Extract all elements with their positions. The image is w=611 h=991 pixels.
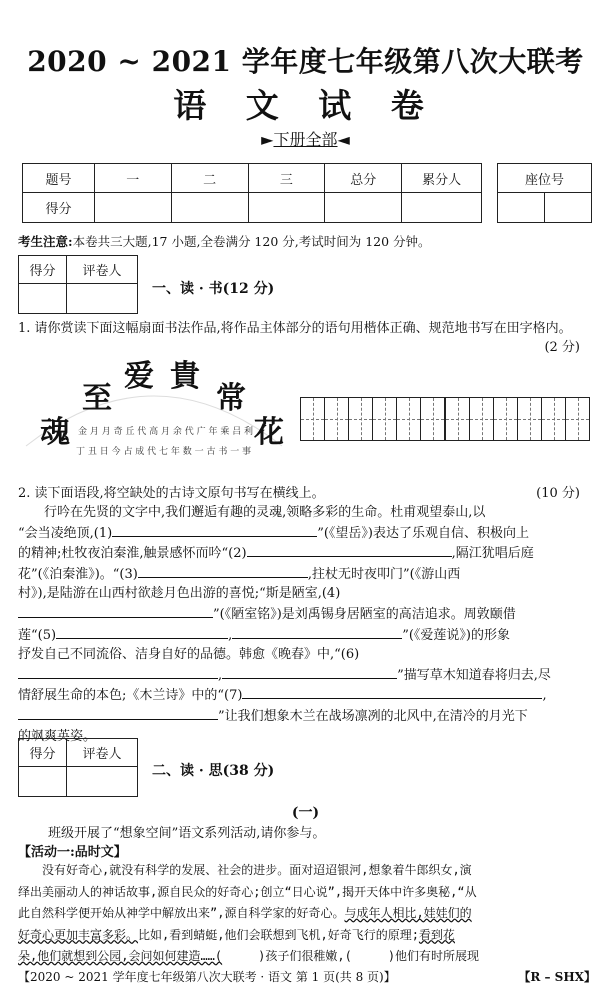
writing-cell[interactable]: [566, 398, 590, 441]
notice-label: 考生注意:: [18, 234, 73, 249]
passage-line: “会当凌绝顶,(1) ”(《望岳》)表达了乐观自信、积极向上: [18, 523, 596, 544]
score-cell[interactable]: [325, 193, 402, 223]
score-cell[interactable]: [248, 193, 325, 223]
wavy-underlined-text: 与成年人相比,娃娃们的: [344, 906, 472, 920]
passage-line: ”让我们想象木兰在战场凛冽的北风中,在清冷的月光下: [18, 706, 596, 727]
calligraphy-char: 常: [216, 381, 246, 416]
grader-name-cell[interactable]: [66, 284, 137, 314]
exam-notice: [18, 232, 431, 250]
question-2-text: 2. 读下面语段,将空缺处的古诗文原句书写在横线上。: [18, 486, 325, 501]
question-1: [18, 319, 596, 355]
footer-code: 【R – SHX】: [518, 970, 596, 984]
calligraphy-small-text: 金 月 月 奇 丘 代 高 月 余 代 广 年 乘 吕 利: [78, 427, 254, 437]
answer-blank[interactable]: [242, 685, 542, 699]
calligraphy-char: 貴: [170, 359, 200, 394]
section-title-1: 一、读 · 书(12 分): [152, 281, 275, 297]
question-2: [18, 484, 596, 503]
writing-cell[interactable]: [397, 398, 421, 441]
writing-grid-right: [445, 397, 590, 441]
footer-text: 【2020 ~ 2021 学年度七年级第八次大联考 · 语文 第 1 页(共 8 页)】: [18, 970, 396, 984]
grader-name-cell[interactable]: [66, 767, 137, 797]
score-cell[interactable]: [171, 193, 248, 223]
activity-heading: 【活动一:品时文】: [18, 845, 127, 860]
grader-box-2: [18, 738, 138, 797]
question-2-passage: [18, 503, 596, 746]
exam-subject: 语 文 试 卷: [173, 86, 438, 125]
answer-blank[interactable]: [18, 604, 213, 618]
seat-table: [497, 163, 592, 223]
section-title-2: 二、读 · 思(38 分): [152, 763, 275, 779]
score-table: [22, 163, 482, 223]
wavy-underlined-text: 朵,他们就想到公园,会问如何建造……(: [18, 949, 223, 963]
calligraphy-char: 至: [82, 381, 112, 416]
exam-scope: [0, 127, 611, 150]
grader-score-cell[interactable]: [19, 284, 67, 314]
grader-score-cell[interactable]: [19, 767, 67, 797]
writing-grid-left: [300, 397, 445, 441]
writing-cell[interactable]: [421, 398, 445, 441]
score-table-header: 一: [94, 164, 171, 193]
wavy-underlined-text: 好奇心更加丰富多彩。: [18, 927, 139, 942]
answer-blank[interactable]: [232, 625, 402, 639]
score-table-header: 二: [171, 164, 248, 193]
answer-blank[interactable]: [222, 665, 397, 679]
seat-label: 座位号: [498, 164, 592, 193]
passage-line: 抒发自己不同流俗、洁身自好的品德。韩愈《晚春》中,“(6): [18, 647, 360, 663]
passage-line: 行吟在先贤的文字中,我们邂逅有趣的灵魂,领略多彩的生命。杜甫观望泰山,以: [44, 505, 486, 520]
calligraphy-fan-image: [18, 356, 290, 474]
reading-passage: [18, 860, 596, 968]
writing-cell[interactable]: [301, 398, 325, 441]
writing-cell[interactable]: [325, 398, 349, 441]
notice-text: 本卷共三大题,17 小题,全卷满分 120 分,考试时间为 120 分钟。: [72, 234, 431, 249]
score-table-header: 题号: [23, 164, 95, 193]
passage-line: 村》),是陆游在山西村欲趁月色出游的喜悦;“斯是陋室,(4): [18, 586, 341, 602]
page-footer: [18, 968, 596, 985]
passage-line: 的飒爽英姿。: [18, 728, 97, 744]
reading-line: 没有好奇心,就没有科学的发展、社会的进步。面对迢迢银河,想象着牛郎织女,演: [42, 863, 472, 877]
triangle-left-icon: ◄: [337, 130, 350, 149]
score-table-header: 三: [248, 164, 325, 193]
reading-line: 绎出美丽动人的神话故事,源自民众的好奇心;创立“日心说”,揭开天体中许多奥秘,“从: [18, 884, 477, 899]
passage-line: ”(《陋室铭》)是刘禹锡身居陋室的高洁追求。周敦颐借: [18, 604, 596, 625]
writing-cell[interactable]: [518, 398, 542, 441]
answer-blank[interactable]: [247, 543, 452, 557]
answer-blank[interactable]: [56, 625, 228, 639]
writing-cell[interactable]: [349, 398, 373, 441]
reading-line: 好奇心更加丰富多彩。比如,看到蜻蜓,他们会联想到飞机,好奇飞行的原理;看到花: [18, 927, 455, 942]
triangle-right-icon: ►: [261, 130, 274, 149]
grader-box-1: [18, 255, 138, 314]
calligraphy-char: 魂: [40, 415, 70, 450]
passage-line: 花”(《泊秦淮》)。“(3) ,拄杖无时夜叩门”(《游山西: [18, 564, 596, 585]
question-2-points: (10 分): [536, 486, 580, 501]
calligraphy-small-text: 丁 丑 日 今 占 成 代 七 年 数 一 古 书 一 事: [76, 447, 252, 457]
scope-text: 下册全部: [273, 130, 338, 149]
grader-score-label: 得分: [19, 739, 67, 767]
wavy-underlined-text: 看到花: [418, 927, 455, 942]
answer-blank[interactable]: [18, 706, 218, 720]
writing-cell[interactable]: [373, 398, 397, 441]
score-cell[interactable]: [94, 193, 171, 223]
calligraphy-char: 花: [254, 415, 284, 450]
score-table-header: 累分人: [402, 164, 482, 193]
part-number: (一): [291, 805, 320, 821]
passage-line: , ”描写草木知道春将归去,尽: [18, 665, 596, 686]
calligraphy-char: 爱: [124, 359, 154, 394]
grader-score-label: 得分: [19, 256, 67, 284]
score-row-label: 得分: [23, 193, 95, 223]
writing-cell[interactable]: [542, 398, 566, 441]
reading-line: 朵,他们就想到公园,会问如何建造……( )孩子们很稚嫩,( )他们有时所展现: [18, 949, 480, 963]
seat-cell[interactable]: [498, 193, 545, 223]
activity-intro: 班级开展了“想象空间”语文系列活动,请你参与。: [48, 826, 326, 841]
grader-name-label: 评卷人: [66, 256, 137, 284]
score-cell[interactable]: [402, 193, 482, 223]
answer-blank[interactable]: [18, 665, 218, 679]
grader-name-label: 评卷人: [66, 739, 137, 767]
answer-blank[interactable]: [112, 523, 317, 537]
seat-cell[interactable]: [544, 193, 591, 223]
writing-cell[interactable]: [446, 398, 470, 441]
passage-line: 的精神;杜牧夜泊秦淮,触景感怀而吟“(2) ,隔江犹唱后庭: [18, 543, 596, 564]
writing-cell[interactable]: [494, 398, 518, 441]
reading-line: 此自然科学便开始从神学中解放出来”,源自科学家的好奇心。与成年人相比,娃娃们的: [18, 906, 472, 920]
passage-line: 莲“(5) , ”(《爱莲说》)的形象: [18, 625, 596, 646]
question-1-text: 1. 请你赏读下面这幅扇面书法作品,将作品主体部分的语句用楷体正确、规范地书写在田字格内。: [18, 321, 572, 336]
exam-title: 2020 ~ 2021 学年度七年级第八次大联考: [27, 45, 584, 78]
passage-line: 情舒展生命的本色;《木兰诗》中的“(7) ,: [18, 685, 596, 706]
question-1-points: (2 分): [544, 340, 580, 355]
score-table-header: 总分: [325, 164, 402, 193]
writing-cell[interactable]: [470, 398, 494, 441]
answer-blank[interactable]: [138, 564, 308, 578]
